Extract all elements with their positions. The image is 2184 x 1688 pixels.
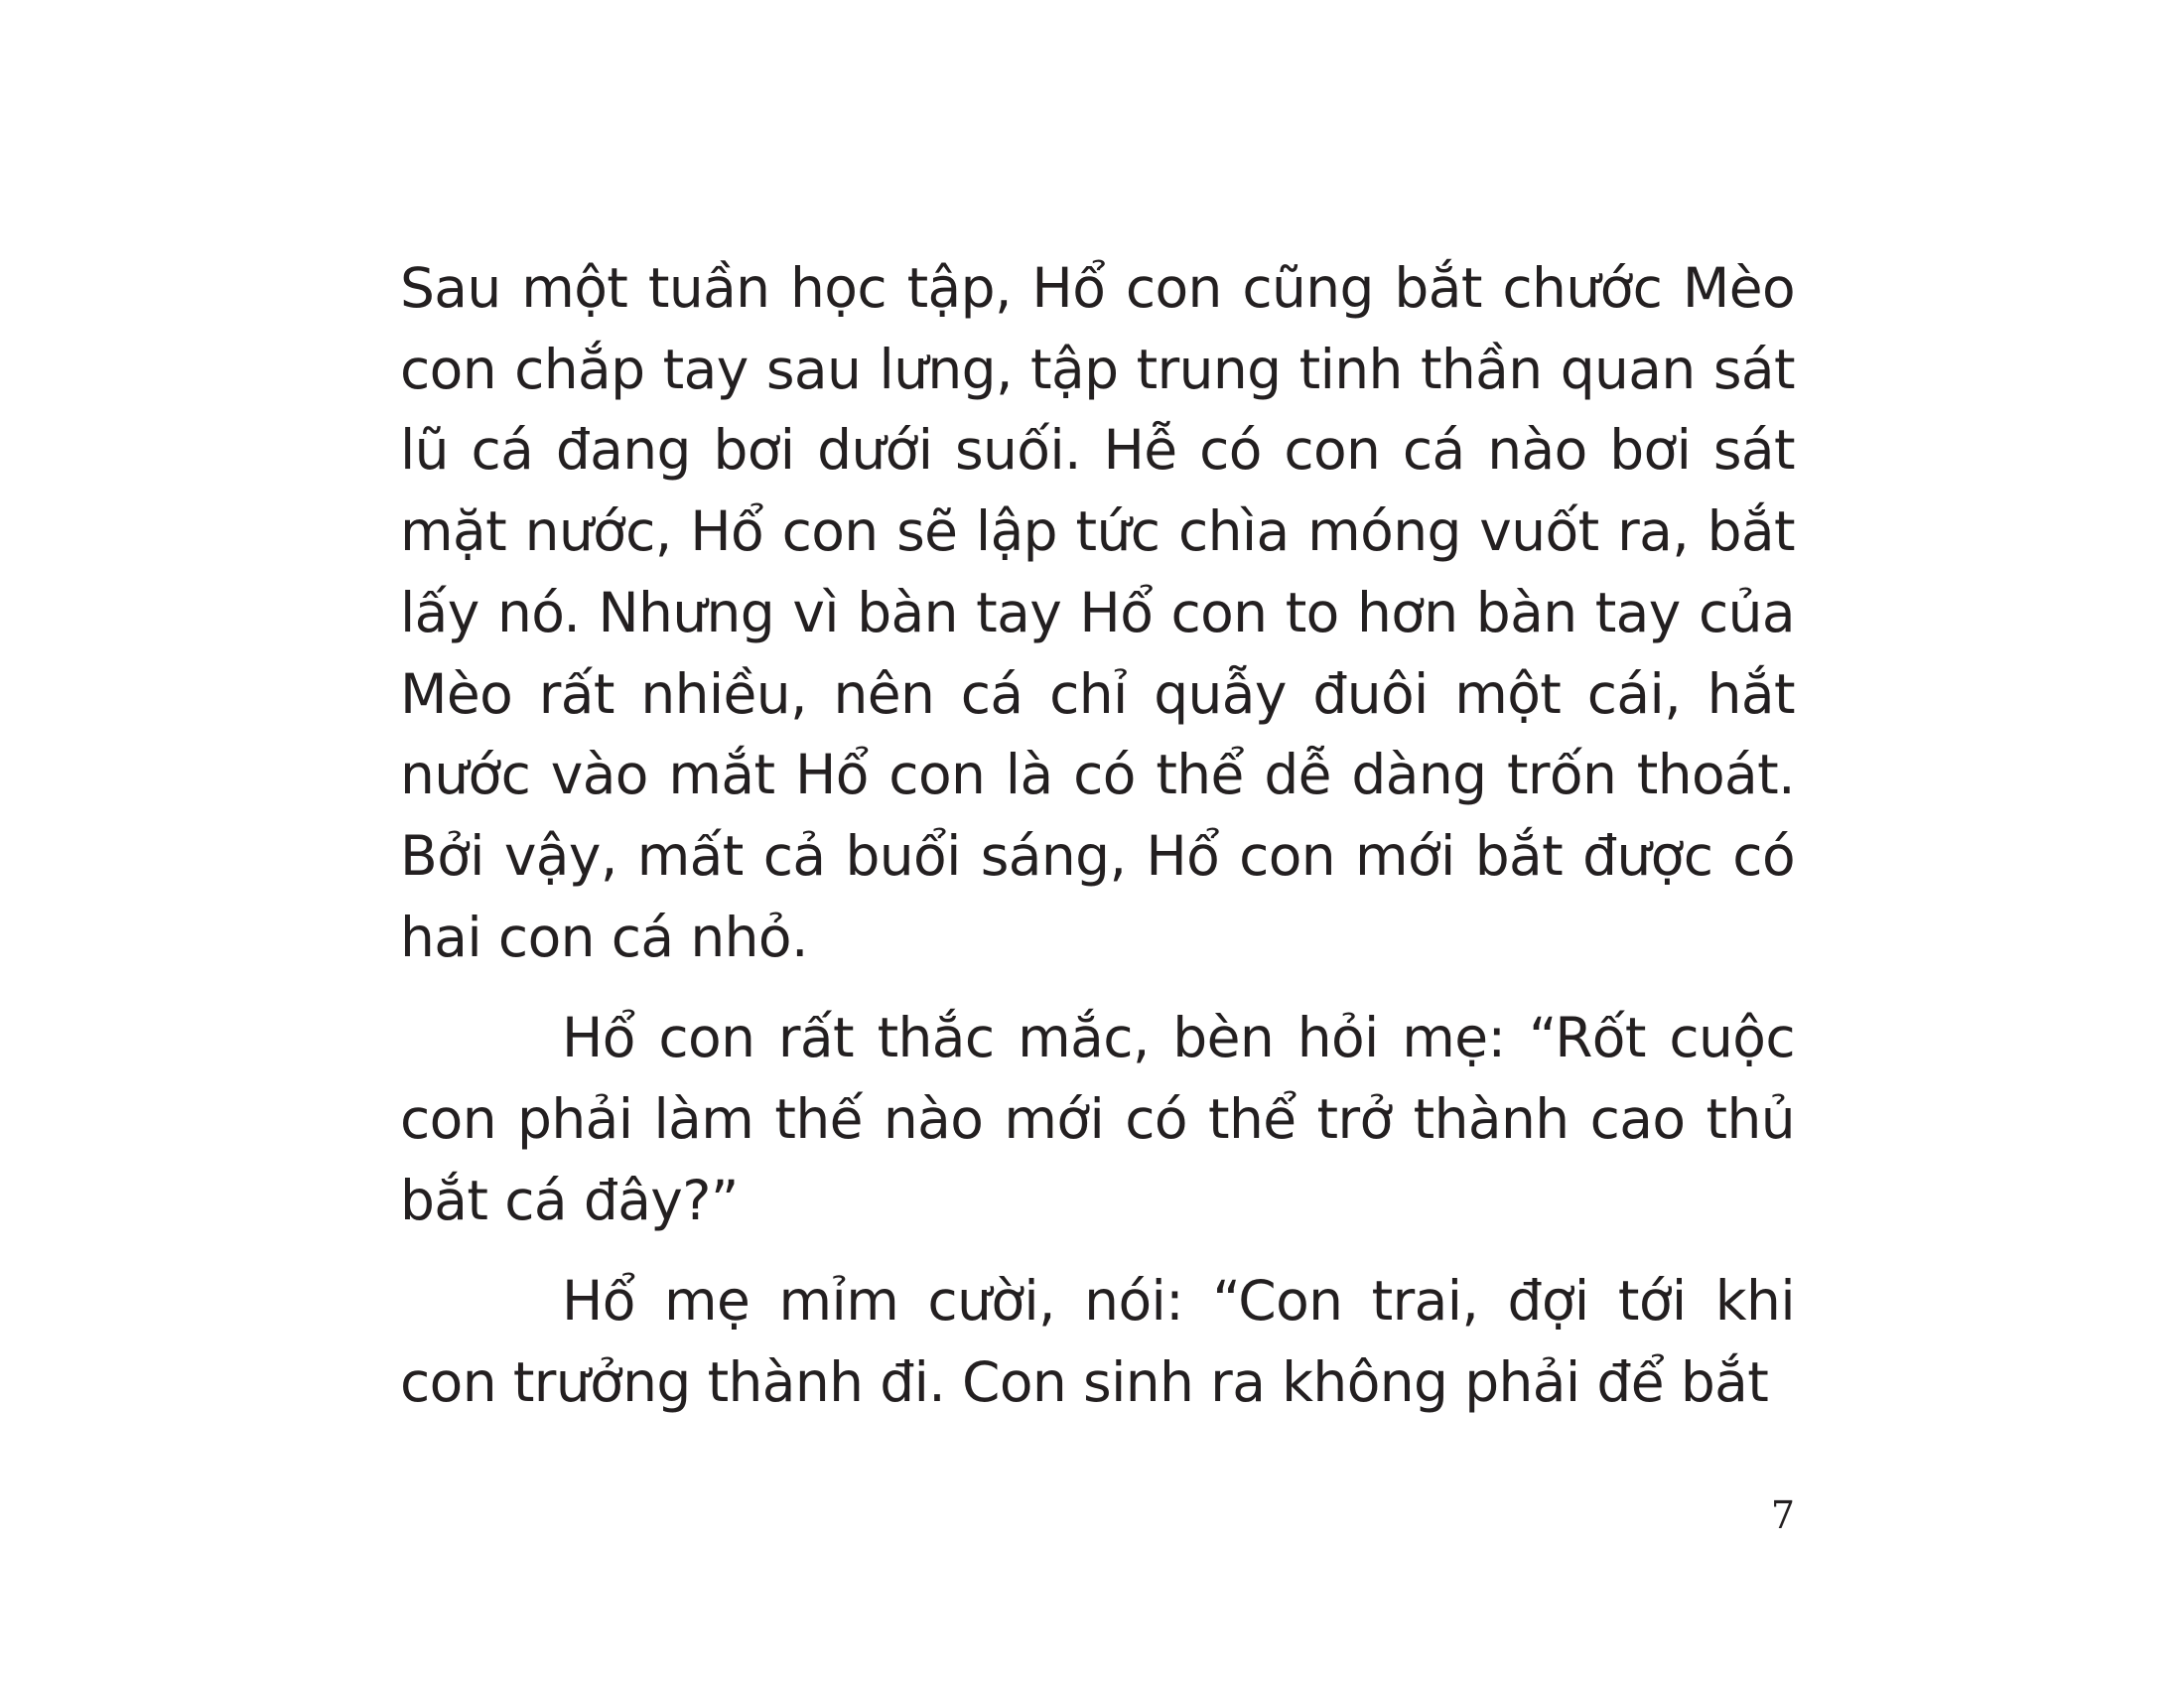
paragraph-1: Sau một tuần học tập, Hổ con cũng bắt chước Mèo con chắp tay sau lưng, tập trung tinh thần quan sát lũ cá đang bơi dưới suối. Hễ có con cá nào bơi sát mặt nước, Hổ con sẽ lập tức chìa móng vuốt ra, bắt lấy nó. Nhưng vì bàn tay Hổ con to hơn bàn tay của Mèo rất nhiều, nên cá chỉ quẫy đuôi một cái, hắt nước vào mắt Hổ con là có thể dễ dàng trốn thoát. Bởi vậy, mất cả buổi sáng, Hổ con mới bắt được có hai con cá nhỏ. [400,256,1795,969]
paragraph-2: Hổ con rất thắc mắc, bèn hỏi mẹ: “Rốt cuộc con phải làm thế nào mới có thể trở thành cao thủ bắt cá đây?” [400,1006,1795,1232]
page-number: 7 [1770,1493,1795,1537]
body-text [400,248,1795,1424]
paragraph-3: Hổ mẹ mỉm cười, nói: “Con trai, đợi tới khi con trưởng thành đi. Con sinh ra không phải để bắt [400,1269,1795,1415]
